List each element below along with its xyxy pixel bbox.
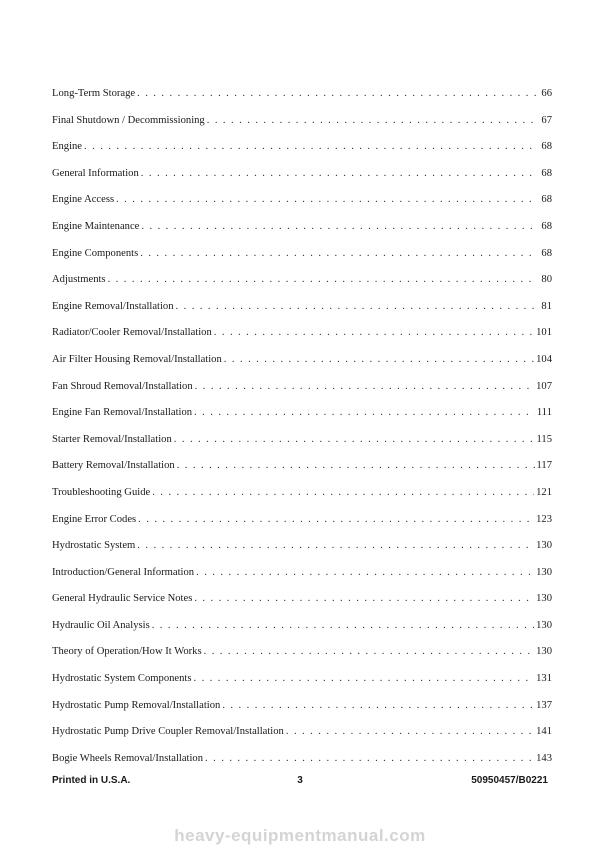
toc-entry-title: General Hydraulic Service Notes: [52, 593, 193, 605]
toc-entry[interactable]: [52, 536, 552, 563]
dot-leader: [177, 456, 535, 476]
footer-printed-in: Printed in U.S.A.: [52, 775, 131, 786]
dot-leader: [174, 430, 535, 450]
toc-entry-page: 80: [541, 274, 552, 286]
toc-entry[interactable]: [52, 350, 552, 377]
toc-entry-page: 130: [536, 646, 552, 658]
toc-entry[interactable]: [52, 563, 552, 590]
toc-entry[interactable]: [52, 456, 552, 483]
toc-entry-page: 115: [536, 433, 552, 445]
toc-entry-title: Introduction/General Information: [52, 566, 195, 578]
toc-entry[interactable]: [52, 510, 552, 537]
toc-entry-title: Engine Removal/Installation: [52, 300, 174, 312]
table-of-contents: [52, 84, 552, 775]
toc-entry[interactable]: [52, 164, 552, 191]
toc-entry[interactable]: [52, 137, 552, 164]
toc-entry-title: Theory of Operation/How It Works: [52, 646, 202, 658]
dot-leader: [286, 722, 534, 742]
toc-entry[interactable]: [52, 84, 552, 111]
toc-entry-title: Engine Fan Removal/Installation: [52, 407, 193, 419]
toc-entry-page: 137: [536, 699, 552, 711]
toc-entry-page: 68: [541, 141, 552, 153]
toc-entry-page: 130: [536, 566, 552, 578]
toc-entry-title: Hydrostatic System: [52, 540, 136, 552]
toc-entry-title: Hydrostatic Pump Removal/Installation: [52, 699, 221, 711]
dot-leader: [194, 589, 534, 609]
toc-entry-page: 81: [541, 300, 552, 312]
toc-entry[interactable]: [52, 430, 552, 457]
toc-entry-page: 101: [536, 327, 552, 339]
dot-leader: [152, 483, 534, 503]
footer-document-number: 50950457/B0221: [471, 775, 548, 786]
toc-entry-page: 68: [541, 167, 552, 179]
toc-entry-page: 68: [541, 194, 552, 206]
toc-entry[interactable]: [52, 270, 552, 297]
toc-entry-title: Engine Components: [52, 247, 139, 259]
toc-entry-title: Engine: [52, 141, 83, 153]
toc-entry-title: Fan Shroud Removal/Installation: [52, 380, 193, 392]
toc-entry[interactable]: [52, 722, 552, 749]
dot-leader: [176, 297, 536, 317]
toc-entry[interactable]: [52, 323, 552, 350]
toc-entry-title: Engine Access: [52, 194, 115, 206]
toc-entry-page: 66: [541, 88, 552, 99]
toc-entry[interactable]: [52, 749, 552, 776]
toc-entry-title: Engine Maintenance: [52, 220, 140, 232]
dot-leader: [205, 749, 534, 769]
dot-leader: [196, 563, 534, 583]
toc-entry[interactable]: [52, 483, 552, 510]
dot-leader: [141, 164, 536, 184]
toc-entry-page: 143: [536, 752, 552, 764]
toc-entry-title: Long-Term Storage: [52, 88, 136, 99]
toc-entry-page: 123: [536, 513, 552, 525]
dot-leader: [204, 642, 535, 662]
toc-entry-title: Hydrostatic System Components: [52, 673, 192, 685]
toc-entry-page: 130: [536, 593, 552, 605]
toc-entry-title: Starter Removal/Installation: [52, 433, 172, 445]
dot-leader: [207, 111, 536, 131]
toc-entry[interactable]: [52, 589, 552, 616]
toc-entry[interactable]: [52, 217, 552, 244]
toc-entry-title: Adjustments: [52, 274, 106, 286]
dot-leader: [138, 510, 534, 530]
toc-entry[interactable]: [52, 696, 552, 723]
dot-leader: [214, 323, 534, 343]
watermark: heavy-equipmentmanual.com: [174, 826, 426, 845]
dot-leader: [222, 696, 534, 716]
toc-entry[interactable]: [52, 111, 552, 138]
footer-page-number: 3: [297, 775, 303, 786]
dot-leader: [152, 616, 534, 636]
toc-entry-title: Bogie Wheels Removal/Installation: [52, 752, 204, 764]
dot-leader: [108, 270, 536, 290]
toc-entry-title: Battery Removal/Installation: [52, 460, 175, 472]
dot-leader: [140, 244, 536, 264]
toc-entry-page: 107: [536, 380, 552, 392]
toc-entry-page: 67: [541, 114, 552, 126]
dot-leader: [193, 669, 534, 689]
dot-leader: [194, 403, 535, 423]
toc-entry[interactable]: [52, 190, 552, 217]
toc-entry-page: 111: [536, 407, 552, 419]
dot-leader: [141, 217, 536, 237]
toc-entry[interactable]: [52, 642, 552, 669]
toc-entry-page: 121: [536, 486, 552, 498]
dot-leader: [195, 377, 534, 397]
toc-entry-page: 130: [536, 619, 552, 631]
toc-entry-title: Engine Error Codes: [52, 513, 137, 525]
toc-entry-title: Radiator/Cooler Removal/Installation: [52, 327, 212, 339]
toc-entry-page: 104: [536, 353, 552, 365]
toc-entry-page: 130: [536, 540, 552, 552]
toc-entry-page: 68: [541, 220, 552, 232]
toc-entry-title: Hydraulic Oil Analysis: [52, 619, 150, 631]
toc-entry-title: Air Filter Housing Removal/Installation: [52, 353, 222, 365]
toc-entry[interactable]: [52, 377, 552, 404]
toc-entry[interactable]: [52, 616, 552, 643]
toc-entry[interactable]: [52, 297, 552, 324]
toc-entry-title: Troubleshooting Guide: [52, 486, 151, 498]
toc-entry-title: Final Shutdown / Decommissioning: [52, 114, 205, 126]
dot-leader: [84, 137, 536, 157]
toc-entry-page: 141: [536, 726, 552, 738]
page-footer: [52, 775, 548, 791]
toc-entry-page: 68: [541, 247, 552, 259]
toc-entry-page: 117: [536, 460, 552, 472]
dot-leader: [224, 350, 534, 370]
toc-entry-title: General Information: [52, 167, 139, 179]
toc-entry[interactable]: [52, 669, 552, 696]
toc-entry[interactable]: [52, 244, 552, 271]
toc-entry-title: Hydrostatic Pump Drive Coupler Removal/Installation: [52, 726, 284, 738]
dot-leader: [137, 84, 536, 104]
dot-leader: [137, 536, 534, 556]
toc-entry[interactable]: [52, 403, 552, 430]
toc-entry-page: 131: [536, 673, 552, 685]
dot-leader: [116, 190, 536, 210]
